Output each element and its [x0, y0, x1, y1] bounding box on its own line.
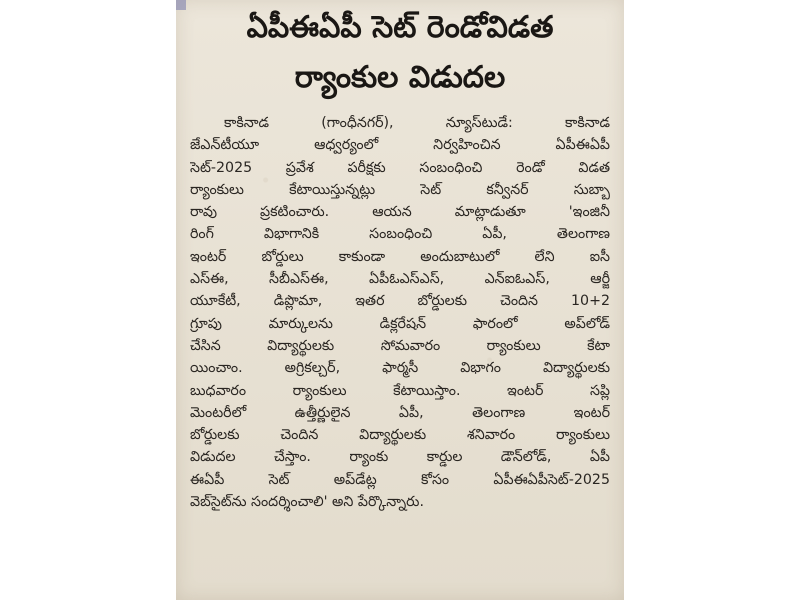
- newspaper-clipping: [176, 0, 624, 600]
- body-line: ర్యాంకులు కేటాయిస్తున్నట్లు సెట్ కన్వీనర్ సుబ్బా: [190, 181, 610, 198]
- body-line: వెబ్‌సైట్‌ను సందర్శించాలి' అని పేర్కొన్నారు.: [190, 494, 424, 511]
- body-line: మెంటరీలో ఉత్తీర్ణులైన ఏపీ, తెలంగాణ ఇంటర్: [190, 404, 610, 421]
- body-line: జేఎన్‌టీయూ ఆధ్వర్యంలో నిర్వహించిన ఏపీఈఏపీ: [190, 137, 610, 154]
- body-line: సెట్-2025 ప్రవేశ పరీక్షకు సంబంధించి రెండో విడత: [190, 159, 610, 176]
- body-line: యించాం. అగ్రికల్చర్, ఫార్మసీ విభాగం విద్యార్థులకు: [190, 360, 610, 377]
- body-line: ఈఏపీ సెట్ అప్‌డేట్ల కోసం ఏపీఈఏపీసెట్-2025: [190, 471, 610, 488]
- body-line: ఎస్ఈ, సీబీఎస్ఈ, ఏపీఓఎస్ఎస్, ఎన్ఐఓఎస్, ఆర్జీ: [190, 271, 610, 288]
- headline-line-2: ర్యాంకుల విడుదల: [294, 60, 506, 95]
- body-line: విడుదల చేస్తాం. ర్యాంకు కార్డుల డౌన్‌లోడ్, ఏపీ: [190, 449, 610, 466]
- body-line: యూకేటీ, డిప్లొమా, ఇతర బోర్డులకు చెందిన 10+2: [190, 293, 610, 310]
- body-line: ఇంటర్ బోర్డులు కాకుండా అందుబాటులో లేని ఐసీ: [190, 248, 610, 265]
- body-line: రింగ్ విభాగానికి సంబంధించి ఏపీ, తెలంగాణ: [190, 226, 610, 243]
- body-line: రావు ప్రకటించారు. ఆయన మాట్లాడుతూ 'ఇంజినీ: [190, 204, 610, 221]
- body-line: గ్రూపు మార్కులను డిక్లరేషన్ ఫారంలో అప్‌లోడ్: [190, 315, 610, 332]
- body-line: కాకినాడ (గాంధీనగర్), న్యూస్‌టుడే: కాకినాడ: [224, 115, 610, 131]
- body-line: చేసిన విద్యార్థులకు సోమవారం ర్యాంకులు కేటా: [190, 337, 610, 354]
- body-line: బుధవారం ర్యాంకులు కేటాయిస్తాం. ఇంటర్ సప్లి: [190, 382, 610, 399]
- body-line: బోర్డులకు చెందిన విద్యార్థులకు శనివారం ర్యాంకులు: [190, 427, 610, 444]
- headline-line-1: ఏపీఈఏపీ సెట్ రెండోవిడత: [246, 10, 554, 45]
- article-body: [190, 112, 610, 513]
